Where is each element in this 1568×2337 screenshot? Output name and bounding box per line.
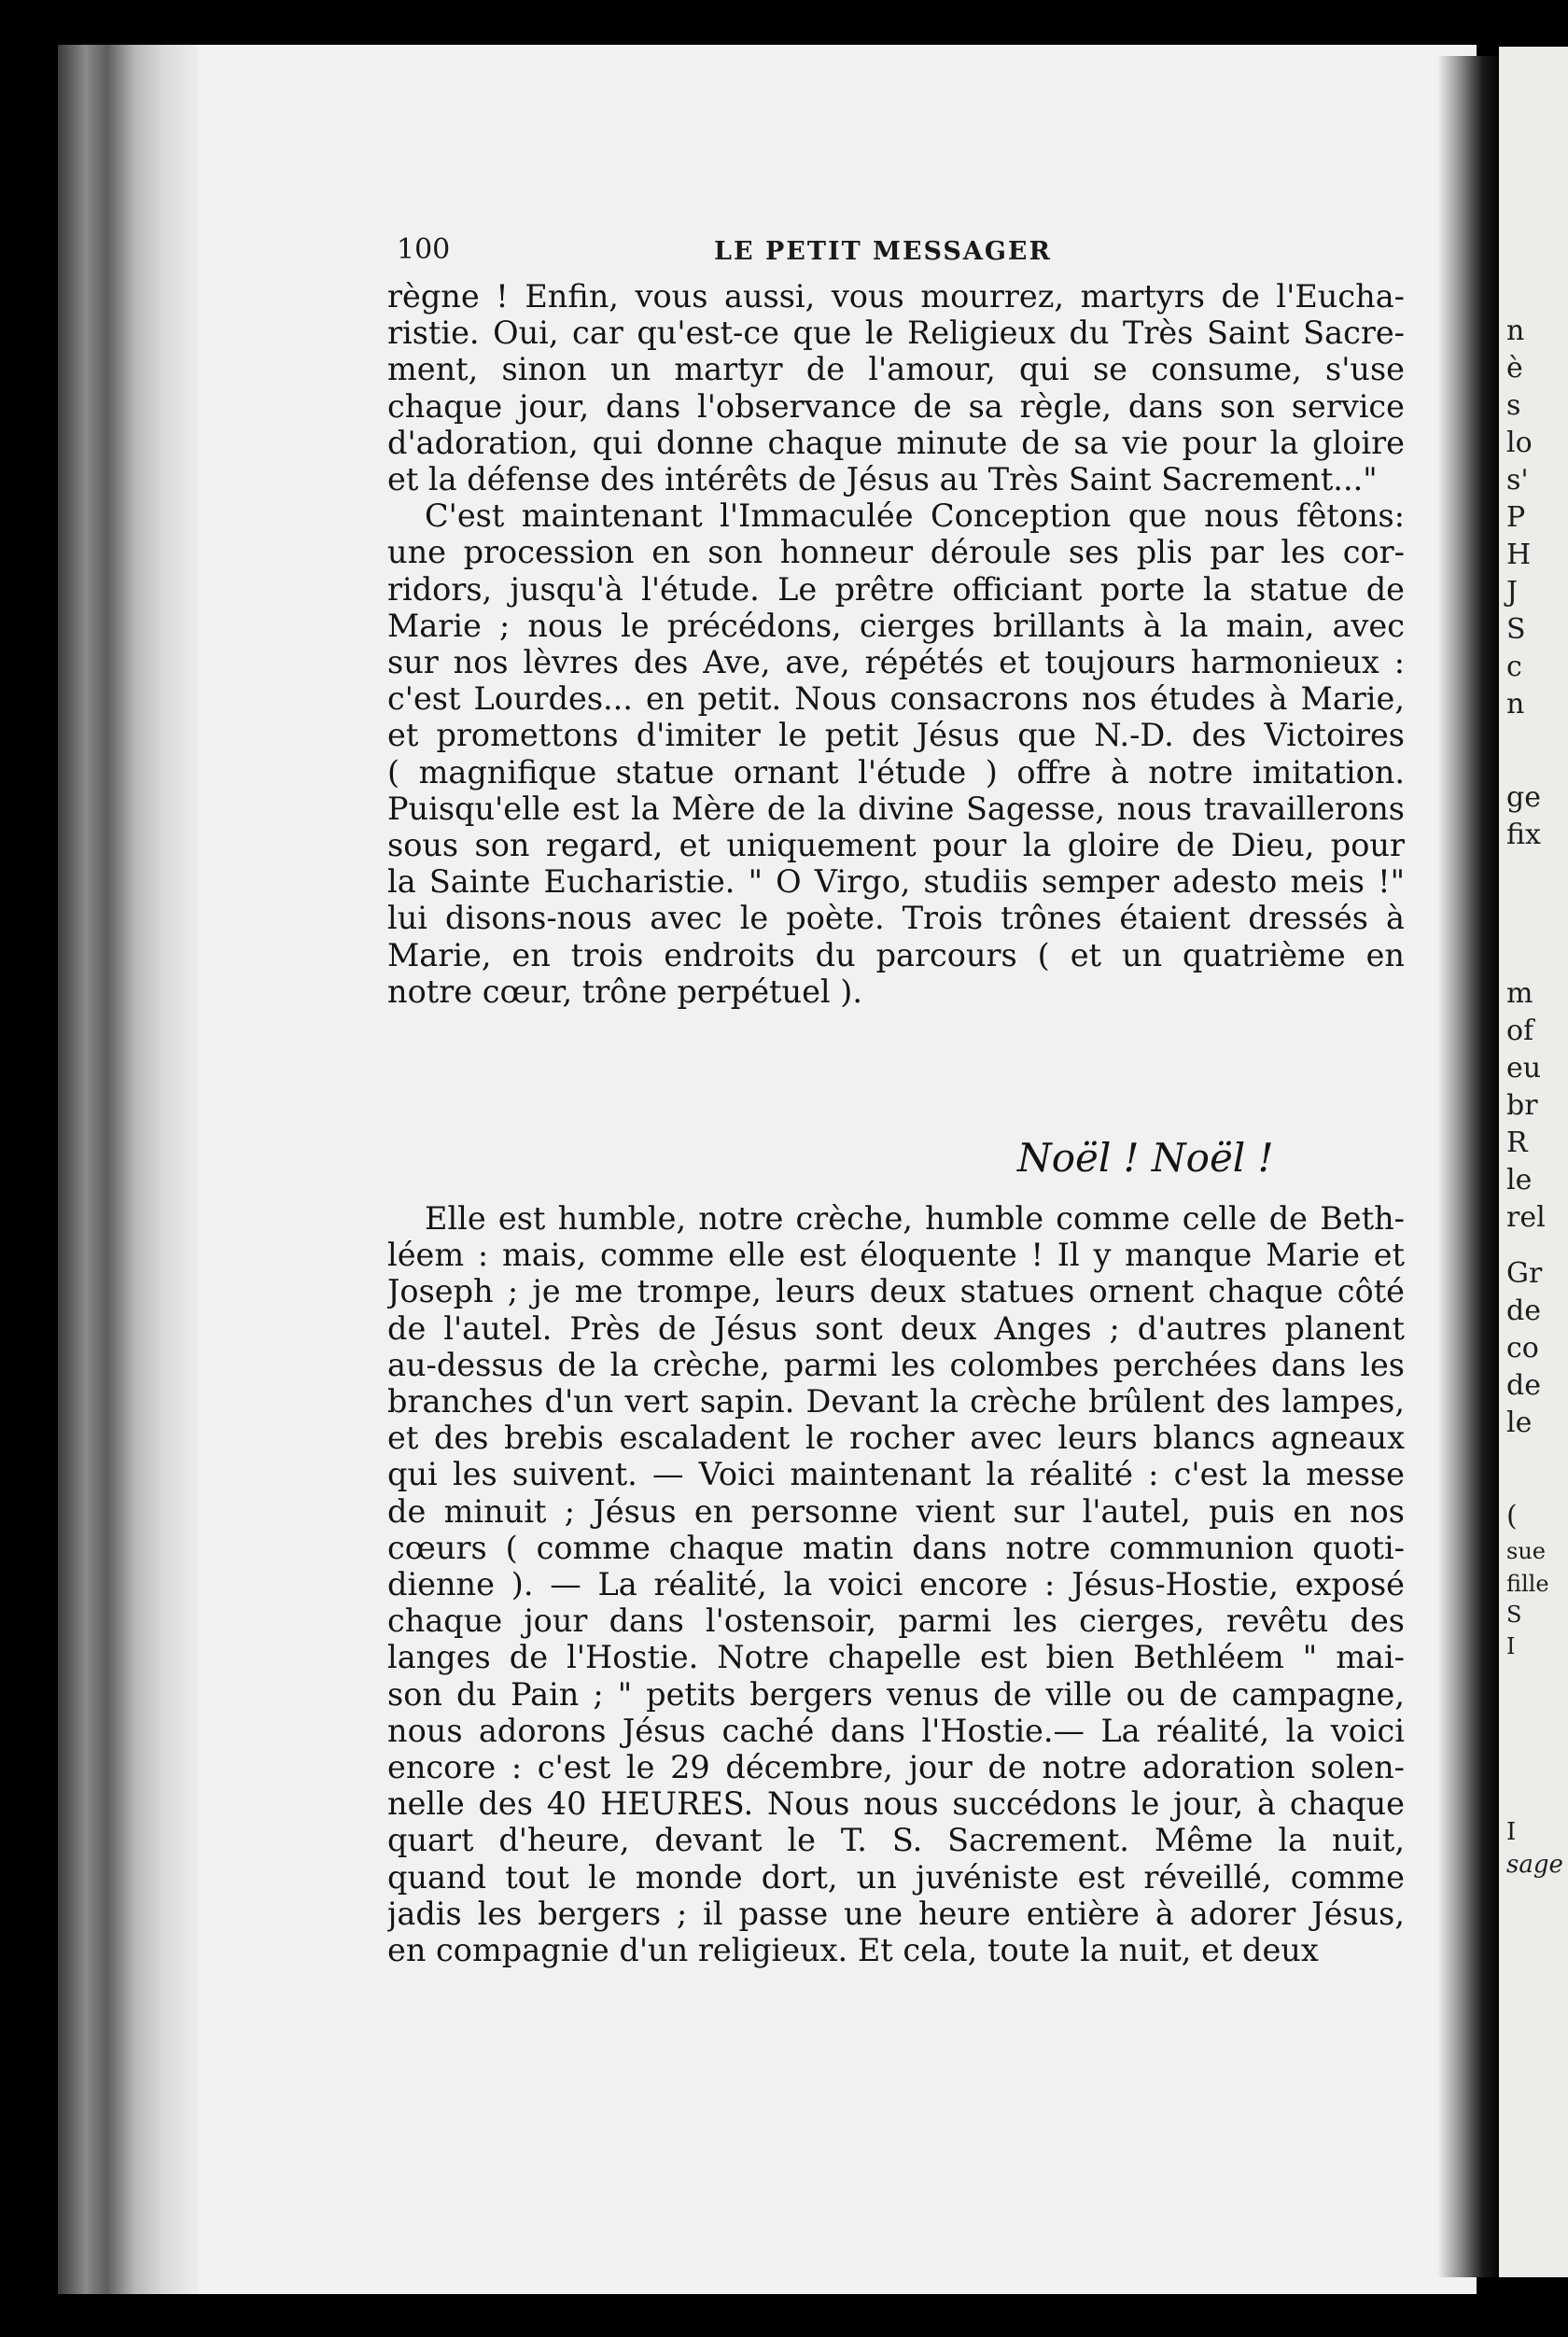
text-line: C'est maintenant l'Immaculée Conception que nous fêtons: xyxy=(425,497,1405,535)
text-line: Marie, en trois endroits du parcours ( et un quatrième en xyxy=(387,936,1405,973)
right-fragment: le xyxy=(1506,1406,1533,1439)
text-line: langes de l'Hostie. Notre chapelle est bien Bethléem " mai- xyxy=(387,1639,1405,1676)
right-fragment: ( xyxy=(1506,1500,1518,1532)
right-fragment: c xyxy=(1506,651,1522,683)
running-title: LE PETIT MESSAGER xyxy=(714,237,1052,266)
text-line: qui les suivent. — Voici maintenant la réalité : c'est la messe xyxy=(387,1456,1405,1493)
right-fragment: ge xyxy=(1506,781,1541,814)
right-fragment: fix xyxy=(1506,819,1541,851)
right-fragment: I xyxy=(1506,1818,1517,1846)
text-line: et promettons d'imiter le petit Jésus que N.-D. des Victoires xyxy=(387,717,1405,754)
right-fragment: n xyxy=(1506,315,1525,347)
text-line: Marie ; nous le précédons, cierges brillants à la main, avec xyxy=(387,607,1405,644)
right-fragment: S xyxy=(1506,613,1526,646)
text-line: d'adoration, qui donne chaque minute de sa vie pour la gloire xyxy=(387,424,1405,461)
text-line: sous son regard, et uniquement pour la gloire de Dieu, pour xyxy=(387,827,1405,864)
paragraph-3 xyxy=(387,1200,1405,1968)
text-line: et des brebis escaladent le rocher avec leurs blancs agneaux xyxy=(387,1420,1405,1457)
text-line: la Sainte Eucharistie. " O Virgo, studiis semper adesto meis !" xyxy=(387,863,1405,901)
right-fragment: R xyxy=(1506,1127,1528,1159)
book-spine-edge xyxy=(58,45,198,2294)
right-fragment: S xyxy=(1506,1602,1522,1628)
text-line: ristie. Oui, car qu'est-ce que le Religieux du Très Saint Sacre- xyxy=(387,315,1405,352)
right-fragment: s' xyxy=(1506,464,1529,497)
running-header xyxy=(397,233,1400,271)
right-fragment: P xyxy=(1506,501,1526,534)
right-fragment: de xyxy=(1506,1369,1541,1402)
text-line: branches d'un vert sapin. Devant la crèche brûlent des lampes, xyxy=(387,1383,1405,1420)
right-fragment: eu xyxy=(1506,1052,1542,1085)
text-line: ( magnifique statue ornant l'étude ) offre à notre imitation. xyxy=(387,753,1405,791)
right-fragment: m xyxy=(1506,977,1533,1010)
text-line: au-dessus de la crèche, parmi les colombes perchées dans les xyxy=(387,1346,1405,1383)
text-line: cœurs ( comme chaque matin dans notre communion quoti- xyxy=(387,1529,1405,1566)
text-line: son du Pain ; " petits bergers venus de ville ou de campagne, xyxy=(387,1675,1405,1713)
right-fragment: I xyxy=(1506,1633,1516,1659)
text-line: jadis les bergers ; il passe une heure entière à adorer Jésus, xyxy=(387,1895,1405,1932)
right-fragment: de xyxy=(1506,1294,1541,1327)
right-fragment: H xyxy=(1506,539,1532,571)
text-line: ment, sinon un martyr de l'amour, qui se consume, s'use xyxy=(387,351,1405,388)
paragraph-1 xyxy=(387,278,1405,1010)
text-line: Joseph ; je me trompe, leurs deux statues ornent chaque côté xyxy=(387,1273,1405,1310)
text-line: de minuit ; Jésus en personne vient sur l'autel, puis en nos xyxy=(387,1492,1405,1530)
right-fragment: lo xyxy=(1506,427,1533,459)
text-line: lui disons-nous avec le poète. Trois trônes étaient dressés à xyxy=(387,900,1405,937)
right-fragment: s xyxy=(1506,389,1521,422)
right-fragment: J xyxy=(1506,576,1519,609)
section-heading: Noël ! Noël ! xyxy=(1017,1135,1274,1181)
page-number: 100 xyxy=(397,233,451,266)
text-line: quand tout le monde dort, un juvéniste est réveillé, comme xyxy=(387,1858,1405,1896)
right-fragment: le xyxy=(1506,1164,1533,1196)
text-line: léem : mais, comme elle est éloquente ! Il y manque Marie et xyxy=(387,1237,1405,1274)
right-fragment: è xyxy=(1506,352,1523,385)
text-line: règne ! Enfin, vous aussi, vous mourrez, martyrs de l'Eucha- xyxy=(387,278,1405,315)
text-line: de l'autel. Près de Jésus sont deux Anges ; d'autres planent xyxy=(387,1309,1405,1347)
text-line: en compagnie d'un religieux. Et cela, toute la nuit, et deux xyxy=(387,1932,1319,1969)
right-fragment: sage xyxy=(1506,1851,1563,1879)
text-line: Elle est humble, notre crèche, humble comme celle de Beth- xyxy=(425,1200,1405,1237)
text-line: Puisqu'elle est la Mère de la divine Sagesse, nous travaillerons xyxy=(387,790,1405,827)
text-line: une procession en son honneur déroule ses plis par les cor- xyxy=(387,534,1405,571)
right-fragment: co xyxy=(1506,1332,1539,1364)
text-line: et la défense des intérêts de Jésus au Très Saint Sacrement..." xyxy=(387,461,1378,498)
text-line: encore : c'est le 29 décembre, jour de notre adoration solen- xyxy=(387,1749,1405,1786)
text-line: chaque jour, dans l'observance de sa règle, dans son service xyxy=(387,387,1405,425)
text-line: nous adorons Jésus caché dans l'Hostie.— La réalité, la voici xyxy=(387,1712,1405,1749)
right-page-edge xyxy=(1499,47,1568,2277)
text-line: sur nos lèvres des Ave, ave, répétés et toujours harmonieux : xyxy=(387,644,1405,681)
text-line: dienne ). — La réalité, la voici encore : Jésus-Hostie, exposé xyxy=(387,1566,1405,1603)
right-fragment: fille xyxy=(1506,1571,1549,1597)
text-line: chaque jour dans l'ostensoir, parmi les cierges, revêtu des xyxy=(387,1602,1405,1640)
book-gutter xyxy=(1437,56,1503,2277)
right-fragment: br xyxy=(1506,1089,1538,1122)
right-fragment: Gr xyxy=(1506,1257,1543,1290)
right-fragment: rel xyxy=(1506,1201,1546,1234)
text-line: nelle des 40 HEURES. Nous nous succédons le jour, à chaque xyxy=(387,1785,1405,1823)
right-fragment: n xyxy=(1506,688,1525,721)
text-line: ridors, jusqu'à l'étude. Le prêtre officiant porte la statue de xyxy=(387,570,1405,608)
text-line: c'est Lourdes... en petit. Nous consacrons nos études à Marie, xyxy=(387,680,1405,718)
text-line: notre cœur, trône perpétuel ). xyxy=(387,973,862,1010)
text-line: quart d'heure, devant le T. S. Sacrement. Même la nuit, xyxy=(387,1822,1405,1859)
right-fragment: sue xyxy=(1506,1538,1546,1564)
right-fragment: of xyxy=(1506,1015,1534,1047)
